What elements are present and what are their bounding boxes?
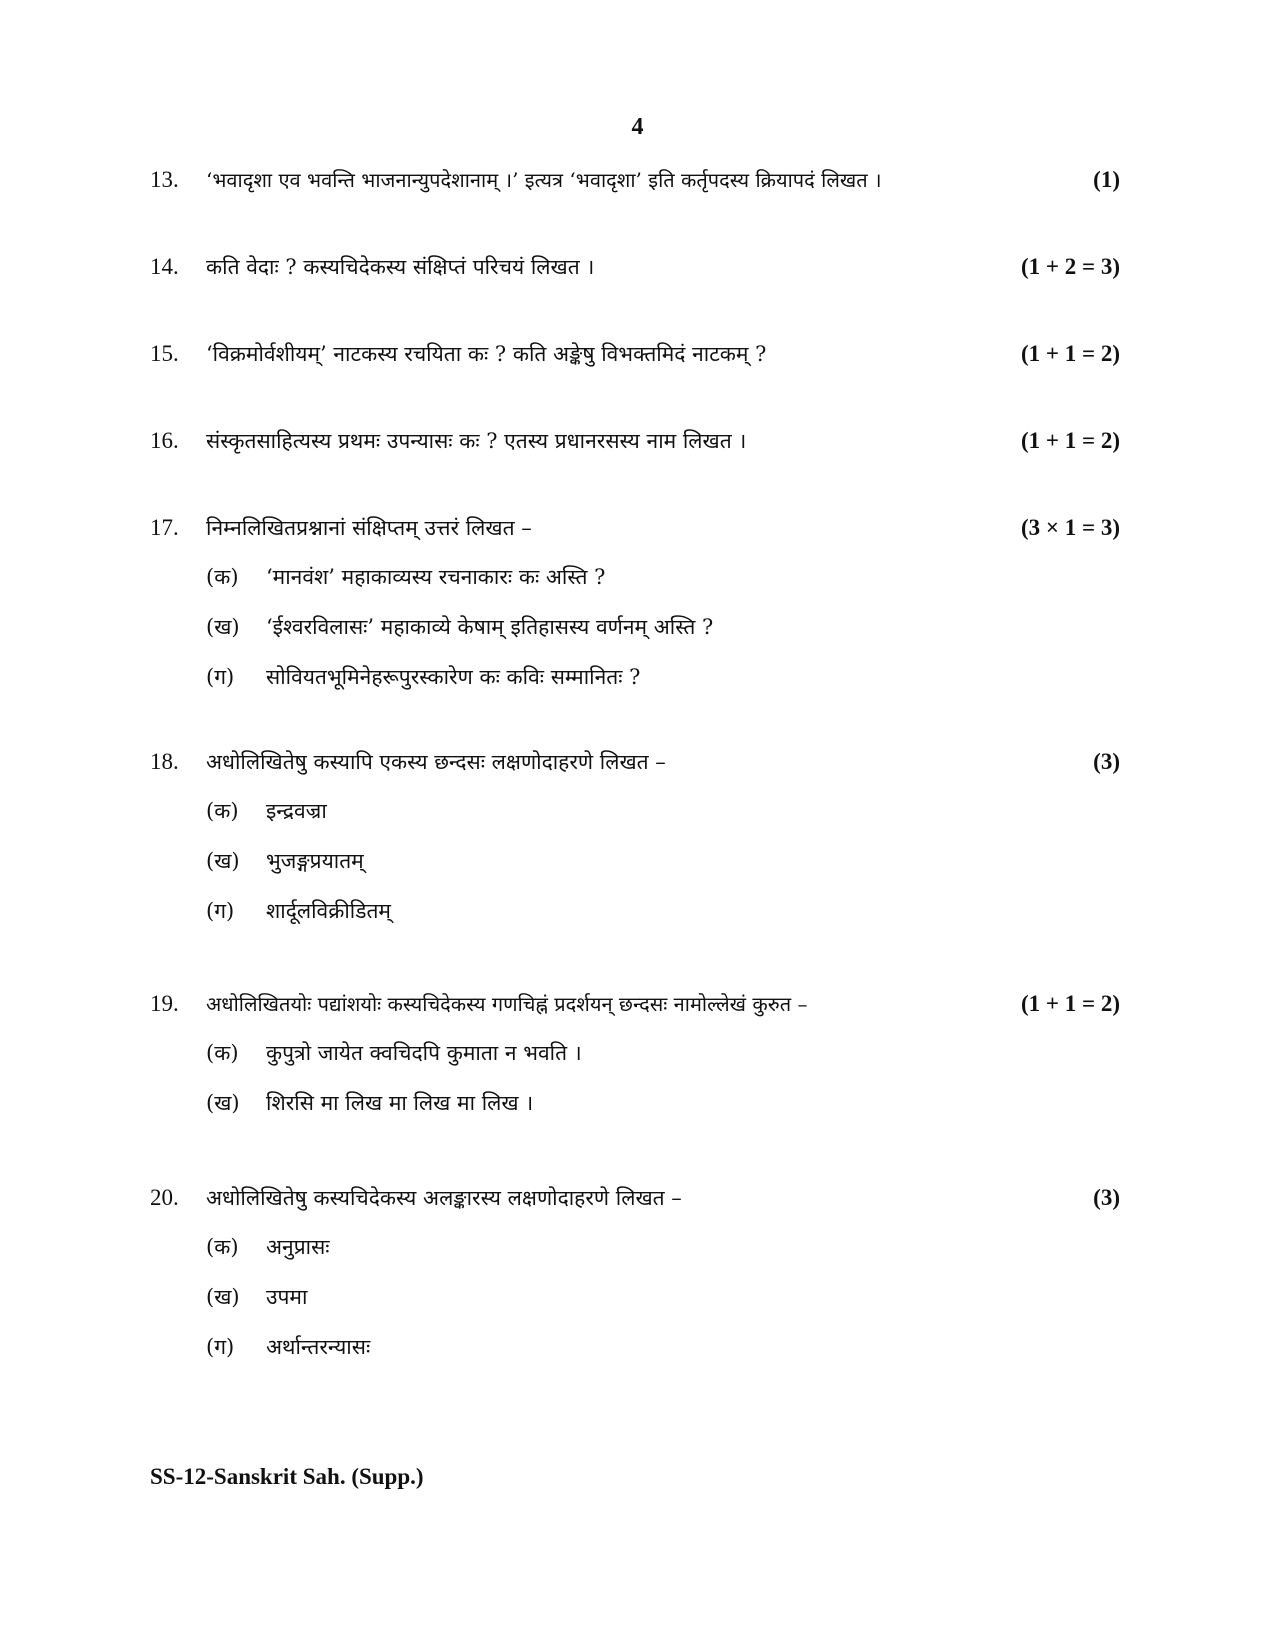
question-marks: (1 + 1 = 2)	[1020, 991, 1120, 1016]
option-row	[150, 652, 1120, 702]
option-label: (ख)	[206, 1285, 240, 1309]
option-row	[150, 602, 1120, 652]
question-text: निम्नलिखितप्रश्नानां संक्षिप्तम् उत्तरं लिखत –	[206, 516, 532, 540]
question-text: अधोलिखितयोः पद्यांशयोः कस्यचिदेकस्य गणचिह्नं प्रदर्शयन् छन्दसः नामोल्लेखं कुरुत –	[206, 992, 808, 1016]
question-marks: (1 + 1 = 2)	[1020, 428, 1120, 453]
option-row	[150, 1322, 1120, 1372]
option-row	[150, 886, 1120, 936]
option-label: (क)	[206, 565, 239, 589]
option-label: (ग)	[206, 665, 235, 689]
question-14	[150, 247, 1120, 287]
option-row	[150, 836, 1120, 886]
question-number: 18.	[150, 749, 179, 774]
question-text: अधोलिखितेषु कस्यापि एकस्य छन्दसः लक्षणोदाहरणे लिखत –	[206, 750, 666, 774]
option-label: (ख)	[206, 615, 240, 639]
question-number: 14.	[150, 254, 179, 279]
question-16	[150, 421, 1120, 461]
question-13	[150, 160, 1120, 200]
option-text: ‘ईश्वरविलासः’ महाकाव्ये केषाम् इतिहासस्य वर्णनम् अस्ति ?	[266, 615, 714, 639]
question-20	[150, 1178, 1120, 1372]
question-marks: (1 + 1 = 2)	[1020, 341, 1120, 366]
option-row	[150, 552, 1120, 602]
option-label: (ख)	[206, 1091, 240, 1115]
question-marks: (3)	[1093, 1185, 1120, 1210]
question-text: ‘भवादृशा एव भवन्ति भाजनान्युपदेशानाम् ।’ इत्यत्र ‘भवादृशा’ इति कर्तृपदस्य क्रियापदं लिखत ।	[206, 168, 882, 192]
option-text: भुजङ्गप्रयातम्	[266, 849, 364, 873]
option-row	[150, 786, 1120, 836]
question-number: 16.	[150, 428, 179, 453]
question-text: ‘विक्रमोर्वशीयम्’ नाटकस्य रचयिता कः ? कति अङ्केषु विभक्तमिदं नाटकम् ?	[206, 342, 767, 366]
option-text: इन्द्रवज्रा	[266, 799, 327, 823]
question-text: संस्कृतसाहित्यस्य प्रथमः उपन्यासः कः ? एतस्य प्रधानरसस्य नाम लिखत ।	[206, 429, 747, 453]
question-text: कति वेदाः ? कस्यचिदेकस्य संक्षिप्तं परिचयं लिखत ।	[206, 255, 595, 279]
question-19	[150, 984, 1120, 1128]
question-text: अधोलिखितेषु कस्यचिदेकस्य अलङ्कारस्य लक्षणोदाहरणे लिखत –	[206, 1186, 682, 1210]
question-marks: (3)	[1093, 749, 1120, 774]
option-row	[150, 1028, 1120, 1078]
question-marks: (1 + 2 = 3)	[1020, 254, 1120, 279]
option-text: ‘मानवंश’ महाकाव्यस्य रचनाकारः कः अस्ति ?	[266, 565, 606, 589]
question-number: 20.	[150, 1185, 179, 1210]
question-15	[150, 334, 1120, 374]
option-text: सोवियतभूमिनेहरूपुरस्कारेण कः कविः सम्मानितः ?	[266, 665, 641, 689]
option-label: (ग)	[206, 899, 235, 923]
option-row	[150, 1272, 1120, 1322]
question-number: 15.	[150, 341, 179, 366]
question-marks: (3 × 1 = 3)	[1020, 515, 1120, 540]
option-row	[150, 1222, 1120, 1272]
option-text: शिरसि मा लिख मा लिख मा लिख ।	[266, 1091, 534, 1115]
option-label: (क)	[206, 1041, 239, 1065]
option-text: शार्दूलविक्रीडितम्	[266, 899, 391, 923]
question-17	[150, 508, 1120, 702]
option-text: कुपुत्रो जायेत क्वचिदपि कुमाता न भवति ।	[266, 1041, 582, 1065]
page-number: 4	[631, 114, 644, 140]
option-label: (क)	[206, 799, 239, 823]
option-text: अर्थान्तरन्यासः	[266, 1335, 371, 1359]
option-label: (ख)	[206, 849, 240, 873]
option-label: (क)	[206, 1235, 239, 1259]
footer-paper-code: SS-12-Sanskrit Sah. (Supp.)	[150, 1464, 424, 1489]
option-text: उपमा	[266, 1285, 308, 1309]
option-row	[150, 1078, 1120, 1128]
question-number: 13.	[150, 167, 179, 192]
question-number: 17.	[150, 515, 179, 540]
option-label: (ग)	[206, 1335, 235, 1359]
question-18	[150, 742, 1120, 936]
question-number: 19.	[150, 991, 179, 1016]
question-marks: (1)	[1093, 167, 1120, 192]
option-text: अनुप्रासः	[266, 1235, 330, 1259]
